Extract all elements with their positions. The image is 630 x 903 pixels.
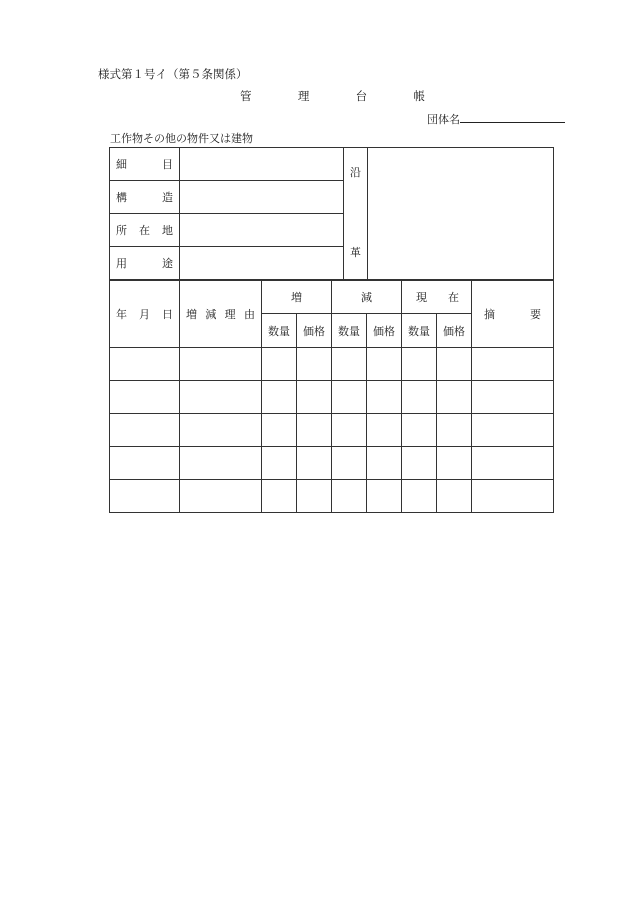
increase-qty-header: 数量 (262, 314, 297, 348)
table-cell[interactable] (297, 414, 332, 447)
title-char: 帳 (413, 89, 425, 103)
table-cell[interactable] (332, 414, 367, 447)
decrease-price-header: 価格 (367, 314, 402, 348)
table-cell[interactable] (110, 480, 180, 513)
table-cell[interactable] (180, 480, 262, 513)
table-cell[interactable] (262, 447, 297, 480)
table-cell[interactable] (180, 414, 262, 447)
table-cell[interactable] (262, 348, 297, 381)
table-cell[interactable] (262, 414, 297, 447)
table-cell[interactable] (402, 447, 437, 480)
history-value-cell[interactable] (368, 148, 554, 280)
structure-label: 構 造 (110, 181, 180, 214)
table-row (110, 447, 554, 480)
table-cell[interactable] (332, 381, 367, 414)
table-cell[interactable] (402, 348, 437, 381)
table-cell[interactable] (402, 414, 437, 447)
table-cell[interactable] (472, 414, 554, 447)
table-cell[interactable] (437, 381, 472, 414)
remarks-header: 摘 要 (472, 281, 554, 348)
table-cell[interactable] (367, 447, 402, 480)
table-cell[interactable] (262, 480, 297, 513)
ledger-table (109, 280, 554, 513)
table-cell[interactable] (472, 381, 554, 414)
increase-header: 増 (262, 281, 332, 314)
decrease-qty-header: 数量 (332, 314, 367, 348)
detail-value-cell[interactable] (180, 148, 344, 181)
current-header: 現 在 (402, 281, 472, 314)
table-cell[interactable] (472, 480, 554, 513)
increase-price-header: 価格 (297, 314, 332, 348)
table-cell[interactable] (297, 480, 332, 513)
table-cell[interactable] (437, 480, 472, 513)
table-cell[interactable] (402, 381, 437, 414)
table-cell[interactable] (110, 414, 180, 447)
table-cell[interactable] (367, 480, 402, 513)
table-cell[interactable] (110, 348, 180, 381)
organization-name-field[interactable] (460, 122, 565, 123)
organization-label: 団体名 (427, 113, 460, 126)
reason-header: 増 減 理 由 (180, 281, 262, 348)
table-cell[interactable] (437, 447, 472, 480)
date-header: 年 月 日 (110, 281, 180, 348)
section-subtitle: 工作物その他の物件又は建物 (110, 132, 253, 145)
table-cell[interactable] (180, 348, 262, 381)
table-cell[interactable] (110, 447, 180, 480)
table-cell[interactable] (402, 480, 437, 513)
table-cell[interactable] (472, 348, 554, 381)
table-cell[interactable] (332, 447, 367, 480)
table-cell[interactable] (297, 381, 332, 414)
detail-label: 細 目 (110, 148, 180, 181)
table-cell[interactable] (437, 348, 472, 381)
structure-value-cell[interactable] (180, 181, 344, 214)
table-cell[interactable] (367, 381, 402, 414)
title-char: 台 (355, 89, 368, 103)
current-qty-header: 数量 (402, 314, 437, 348)
table-row (110, 348, 554, 381)
form-id: 様式第１号イ（第５条関係） (98, 67, 248, 81)
title-char: 管 (240, 89, 252, 103)
table-cell[interactable] (180, 381, 262, 414)
table-row (110, 381, 554, 414)
table-cell[interactable] (297, 348, 332, 381)
location-value-cell[interactable] (180, 214, 344, 247)
table-cell[interactable] (332, 480, 367, 513)
table-cell[interactable] (472, 447, 554, 480)
history-label: 沿 革 (344, 148, 368, 280)
table-cell[interactable] (110, 381, 180, 414)
table-row (110, 414, 554, 447)
table-row (110, 480, 554, 513)
table-cell[interactable] (180, 447, 262, 480)
usage-value-cell[interactable] (180, 247, 344, 280)
property-info-table (109, 147, 554, 280)
table-cell[interactable] (367, 414, 402, 447)
usage-label: 用 途 (110, 247, 180, 280)
table-cell[interactable] (367, 348, 402, 381)
table-cell[interactable] (332, 348, 367, 381)
current-price-header: 価格 (437, 314, 472, 348)
table-cell[interactable] (297, 447, 332, 480)
table-cell[interactable] (262, 381, 297, 414)
document-title (240, 88, 425, 104)
table-cell[interactable] (437, 414, 472, 447)
decrease-header: 減 (332, 281, 402, 314)
location-label: 所 在 地 (110, 214, 180, 247)
title-char: 理 (297, 89, 310, 103)
